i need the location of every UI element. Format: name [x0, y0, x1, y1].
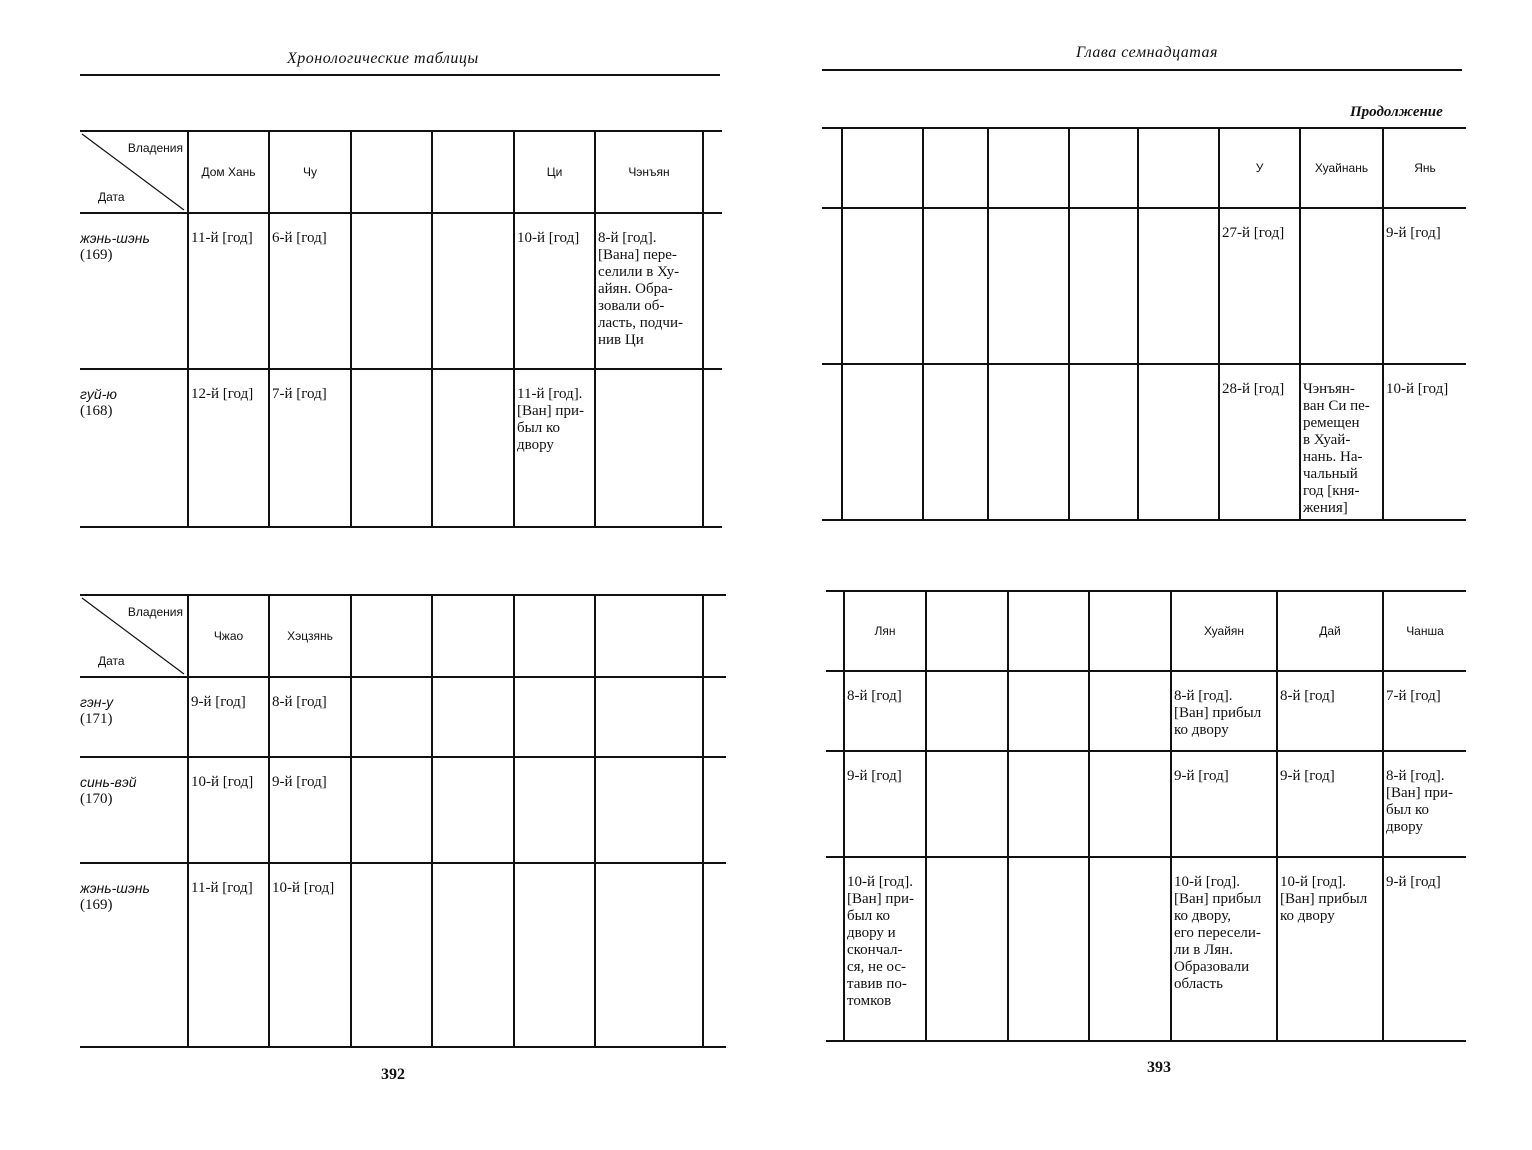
table-cell [1089, 857, 1171, 1041]
corner-header [80, 131, 188, 213]
page-number-left: 392 [381, 1066, 405, 1083]
cell-text: 28-й [год] [1222, 381, 1285, 397]
table-cell [1089, 751, 1171, 857]
year-bc: (168) [80, 403, 113, 419]
table-cell [1383, 208, 1466, 364]
header-row [822, 128, 1466, 208]
table-cell [1069, 208, 1138, 364]
date-cell [80, 213, 188, 369]
cyclical-date: гэн-у [80, 694, 114, 710]
table-cell [926, 671, 1008, 751]
table-cell [514, 369, 595, 527]
column-header: Хуайнань [1300, 128, 1383, 208]
table-cell [1138, 364, 1219, 520]
table-row [80, 213, 722, 369]
edge-cell [826, 857, 844, 1041]
cell-text: 7-й [год] [1386, 688, 1441, 704]
cell-text: 9-й [год] [1280, 768, 1335, 784]
corner-bottom-label: Дата [98, 190, 125, 204]
table-row [826, 751, 1466, 857]
table-row [822, 208, 1466, 364]
edge-cell [822, 208, 842, 364]
cell-text: 10-й [год] [1386, 381, 1449, 397]
cell-text: 12-й [год] [191, 386, 254, 402]
table-cell [844, 857, 926, 1041]
cyclical-date: жэнь-шэнь [80, 230, 150, 246]
date-cell [80, 757, 188, 863]
edge-cell [826, 751, 844, 857]
cell-text: 10-й [год]. [Ван] при- был ко двору и скончал- ся, не ос- тавив по- томков [847, 874, 914, 1009]
cell-text: 11-й [год]. [Ван] при- был ко двору [517, 386, 584, 453]
date-cell [80, 369, 188, 527]
table-cell [432, 863, 514, 1047]
continued-label: Продолжение [1350, 104, 1443, 120]
column-header [988, 128, 1069, 208]
table-cell [1383, 857, 1466, 1041]
table-cell [1008, 751, 1089, 857]
table-cell [842, 364, 923, 520]
table-row [80, 677, 726, 757]
table-cell [1300, 208, 1383, 364]
table-cell [842, 208, 923, 364]
cell-text: 10-й [год] [517, 230, 580, 246]
table-cell [923, 364, 988, 520]
table-cell [1171, 857, 1277, 1041]
edge-cell [703, 369, 722, 527]
cell-text: 10-й [год] [272, 880, 335, 896]
table-cell [1383, 751, 1466, 857]
cell-text: 27-й [год] [1222, 225, 1285, 241]
table-cell [188, 369, 269, 527]
table-cell [1300, 364, 1383, 520]
header-rule [822, 69, 1462, 71]
cell-text: 8-й [год] [272, 694, 327, 710]
column-header [1069, 128, 1138, 208]
chronological-table-2 [80, 594, 726, 1048]
column-header: Чжао [188, 595, 269, 677]
table-cell [188, 213, 269, 369]
page-number-right: 393 [1147, 1059, 1171, 1076]
table-row [822, 364, 1466, 520]
column-header: Чу [269, 131, 351, 213]
column-header: Дом Хань [188, 131, 269, 213]
table-cell [1383, 671, 1466, 751]
edge-cell [703, 863, 726, 1047]
table-cell [988, 364, 1069, 520]
cell-text: 10-й [год]. [Ван] прибыл ко двору [1280, 874, 1368, 924]
edge-cell [703, 595, 726, 677]
running-head-right: Глава семнадцатая [1076, 44, 1218, 61]
table-cell [1069, 364, 1138, 520]
corner-top-label: Владения [127, 141, 183, 155]
column-header [351, 131, 432, 213]
table-cell [1219, 208, 1300, 364]
table-cell [1383, 364, 1466, 520]
column-header [1089, 591, 1171, 671]
column-header: Ци [514, 131, 595, 213]
chronological-table-1 [80, 130, 722, 528]
table-row [826, 671, 1466, 751]
cell-text: Чэнъян- ван Си пе- ремещен в Хуай- нань. На- чальный год [кня- жения] [1303, 381, 1370, 516]
edge-cell [703, 213, 722, 369]
cyclical-date: жэнь-шэнь [80, 880, 150, 896]
table-cell [188, 677, 269, 757]
header-row [80, 595, 726, 677]
edge-cell [822, 128, 842, 208]
table-cell [844, 751, 926, 857]
right-page [766, 0, 1532, 1150]
column-header [923, 128, 988, 208]
table-row [80, 863, 726, 1047]
cyclical-date: гуй-ю [80, 386, 117, 402]
chronological-table-4 [826, 590, 1466, 1042]
table-cell [926, 751, 1008, 857]
table-cell [432, 213, 514, 369]
table-cell [844, 671, 926, 751]
cell-text: 7-й [год] [272, 386, 327, 402]
year-bc: (169) [80, 247, 113, 263]
year-bc: (170) [80, 791, 113, 807]
corner-header [80, 595, 188, 677]
table-cell [188, 757, 269, 863]
table-cell [595, 677, 703, 757]
table-cell [1171, 751, 1277, 857]
edge-cell [822, 364, 842, 520]
column-header: Янь [1383, 128, 1466, 208]
cell-text: 11-й [год] [191, 230, 253, 246]
edge-cell [826, 671, 844, 751]
header-row [80, 131, 722, 213]
table-cell [595, 757, 703, 863]
cell-text: 8-й [год]. [Вана] пере- селили в Ху- айян. Обра- зовали об- ласть, подчи- нив Ци [598, 230, 683, 348]
table-cell [926, 857, 1008, 1041]
table-cell [514, 213, 595, 369]
cell-text: 6-й [год] [272, 230, 327, 246]
table-row [80, 757, 726, 863]
cell-text: 9-й [год] [272, 774, 327, 790]
corner-top-label: Владения [127, 605, 183, 619]
corner-bottom-label: Дата [98, 654, 125, 668]
table-cell [1089, 671, 1171, 751]
table-cell [1277, 751, 1383, 857]
column-header: Чэнъян [595, 131, 703, 213]
table-cell [351, 863, 432, 1047]
table-cell [1277, 857, 1383, 1041]
table-cell [923, 208, 988, 364]
header-rule [80, 74, 720, 76]
table-cell [269, 369, 351, 527]
table-row [80, 369, 722, 527]
cell-text: 10-й [год]. [Ван] прибыл ко двору, его пересели- ли в Лян. Образовали область [1174, 874, 1262, 992]
table-cell [595, 213, 703, 369]
column-header [1008, 591, 1089, 671]
table-cell [595, 369, 703, 527]
table-cell [1138, 208, 1219, 364]
running-head-left: Хронологические таблицы [287, 50, 479, 67]
table-row [826, 857, 1466, 1041]
column-header: Лян [844, 591, 926, 671]
cell-text: 9-й [год] [1386, 225, 1441, 241]
cell-text: 10-й [год] [191, 774, 254, 790]
cell-text: 9-й [год] [191, 694, 246, 710]
cell-text: 8-й [год] [1280, 688, 1335, 704]
table-cell [269, 677, 351, 757]
cyclical-date: синь-вэй [80, 774, 137, 790]
edge-cell [703, 757, 726, 863]
edge-cell [826, 591, 844, 671]
table-cell [432, 369, 514, 527]
cell-text: 11-й [год] [191, 880, 253, 896]
column-header [514, 595, 595, 677]
column-header [842, 128, 923, 208]
year-bc: (169) [80, 897, 113, 913]
table-cell [432, 757, 514, 863]
table-cell [351, 369, 432, 527]
table-cell [514, 863, 595, 1047]
table-cell [351, 757, 432, 863]
column-header [432, 595, 514, 677]
cell-text: 9-й [год] [847, 768, 902, 784]
table-cell [188, 863, 269, 1047]
date-cell [80, 863, 188, 1047]
column-header: У [1219, 128, 1300, 208]
table-cell [351, 677, 432, 757]
table-cell [1008, 671, 1089, 751]
column-header [926, 591, 1008, 671]
cell-text: 9-й [год] [1174, 768, 1229, 784]
column-header [1138, 128, 1219, 208]
date-cell [80, 677, 188, 757]
table-cell [432, 677, 514, 757]
column-header: Хуайян [1171, 591, 1277, 671]
table-cell [351, 213, 432, 369]
column-header [432, 131, 514, 213]
column-header [595, 595, 703, 677]
table-cell [269, 213, 351, 369]
table-cell [514, 757, 595, 863]
table-cell [988, 208, 1069, 364]
chronological-table-3 [822, 127, 1466, 521]
column-header [351, 595, 432, 677]
header-row [826, 591, 1466, 671]
table-cell [1277, 671, 1383, 751]
cell-text: 8-й [год]. [Ван] при- был ко двору [1386, 768, 1453, 835]
table-cell [1219, 364, 1300, 520]
table-cell [1171, 671, 1277, 751]
column-header: Чанша [1383, 591, 1466, 671]
table-cell [269, 863, 351, 1047]
table-cell [1008, 857, 1089, 1041]
table-cell [595, 863, 703, 1047]
table-cell [269, 757, 351, 863]
year-bc: (171) [80, 711, 113, 727]
column-header: Хэцзянь [269, 595, 351, 677]
cell-text: 8-й [год] [847, 688, 902, 704]
column-header: Дай [1277, 591, 1383, 671]
cell-text: 8-й [год]. [Ван] прибыл ко двору [1174, 688, 1262, 738]
table-cell [514, 677, 595, 757]
edge-cell [703, 677, 726, 757]
edge-cell [703, 131, 722, 213]
cell-text: 9-й [год] [1386, 874, 1441, 890]
